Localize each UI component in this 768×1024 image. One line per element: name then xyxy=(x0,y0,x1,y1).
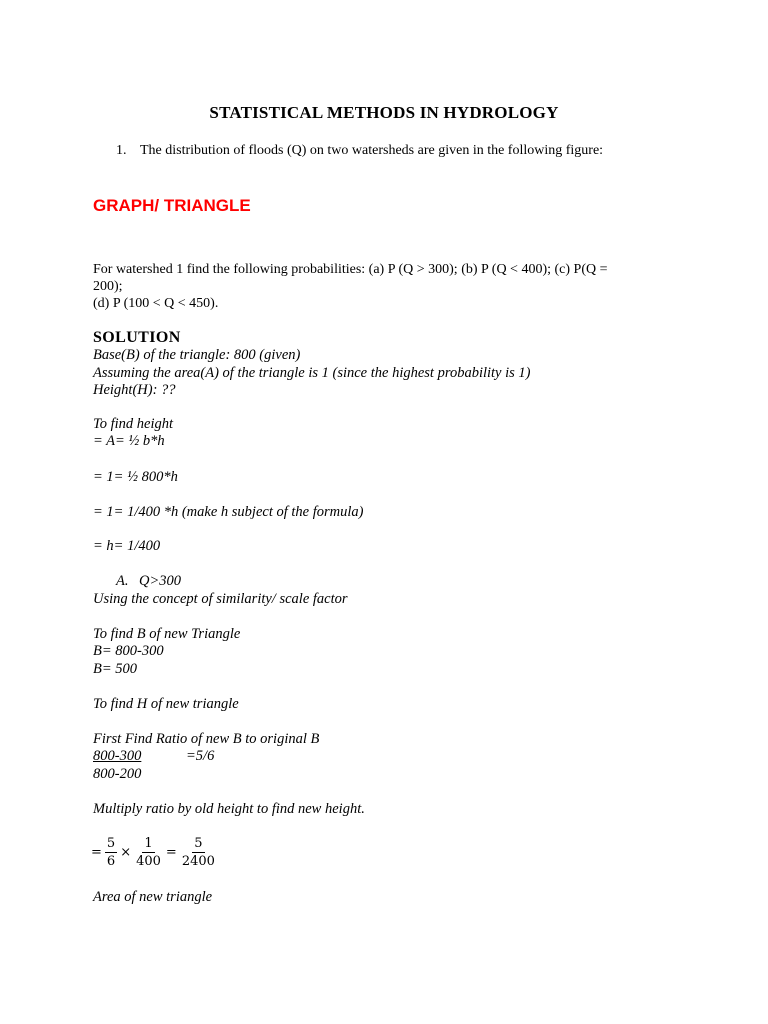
problem-line-3: (d) P (100 < Q < 450). xyxy=(93,296,219,311)
ratio-result: =5/6 xyxy=(186,748,215,764)
solution-assume: Assuming the area(A) of the triangle is 1 (since the highest probability is 1) xyxy=(93,365,531,381)
document-title: STATISTICAL METHODS IN HYDROLOGY xyxy=(209,103,559,122)
part-a xyxy=(116,573,181,590)
multiply-text: Multiply ratio by old height to find new height. xyxy=(93,801,365,817)
solution-heading: SOLUTION xyxy=(93,329,181,346)
problem-line-2: 200); xyxy=(93,279,123,294)
fraction-denominator: 2400 xyxy=(181,854,215,869)
figure-heading: GRAPH/ TRIANGLE xyxy=(93,196,251,215)
times-sign: × xyxy=(120,845,132,860)
equals-sign: = xyxy=(165,845,177,860)
find-h-label: To find H of new triangle xyxy=(93,696,239,712)
find-b-label: To find B of new Triangle xyxy=(93,626,241,642)
question-text: The distribution of floods (Q) on two watersheds are given in the following figure: xyxy=(140,143,604,158)
equation-2: = 1= ½ 800*h xyxy=(93,469,178,485)
formula-lead-equals: = xyxy=(91,845,102,860)
fraction-numerator: 1 xyxy=(144,836,153,851)
height-formula xyxy=(90,836,219,869)
b-step-1: B= 800-300 xyxy=(93,643,164,659)
find-height-label: To find height xyxy=(93,416,174,432)
b-step-2: B= 500 xyxy=(93,661,138,677)
area-label: Area of new triangle xyxy=(93,889,213,905)
solution-base: Base(B) of the triangle: 800 (given) xyxy=(93,347,301,363)
question-item xyxy=(116,143,603,159)
fraction-denominator: 400 xyxy=(136,854,161,869)
problem-line-1: For watershed 1 find the following probabilities: (a) P (Q > 300); (b) P (Q < 400); (c) P(Q = xyxy=(93,262,608,277)
solution-height: Height(H): ?? xyxy=(93,382,176,398)
fraction-numerator: 5 xyxy=(106,836,116,851)
equation-4: = h= 1/400 xyxy=(93,538,161,554)
question-number: 1. xyxy=(116,143,127,158)
fraction-numerator: 5 xyxy=(194,836,203,851)
ratio-intro: First Find Ratio of new B to original B xyxy=(93,731,320,747)
fraction-one-over-400 xyxy=(134,836,163,869)
fraction-five-sixths xyxy=(105,836,117,869)
ratio-denominator: 800-200 xyxy=(93,766,142,782)
fraction-five-over-2400 xyxy=(180,836,217,869)
ratio-numerator: 800-300 xyxy=(93,748,142,764)
equation-3: = 1= 1/400 *h (make h subject of the formula) xyxy=(93,504,364,520)
similarity-text: Using the concept of similarity/ scale factor xyxy=(93,591,348,607)
part-a-label: A. xyxy=(116,573,129,589)
fraction-denominator: 6 xyxy=(106,854,116,869)
part-a-text: Q>300 xyxy=(139,573,182,589)
equation-1: = A= ½ b*h xyxy=(93,433,165,449)
